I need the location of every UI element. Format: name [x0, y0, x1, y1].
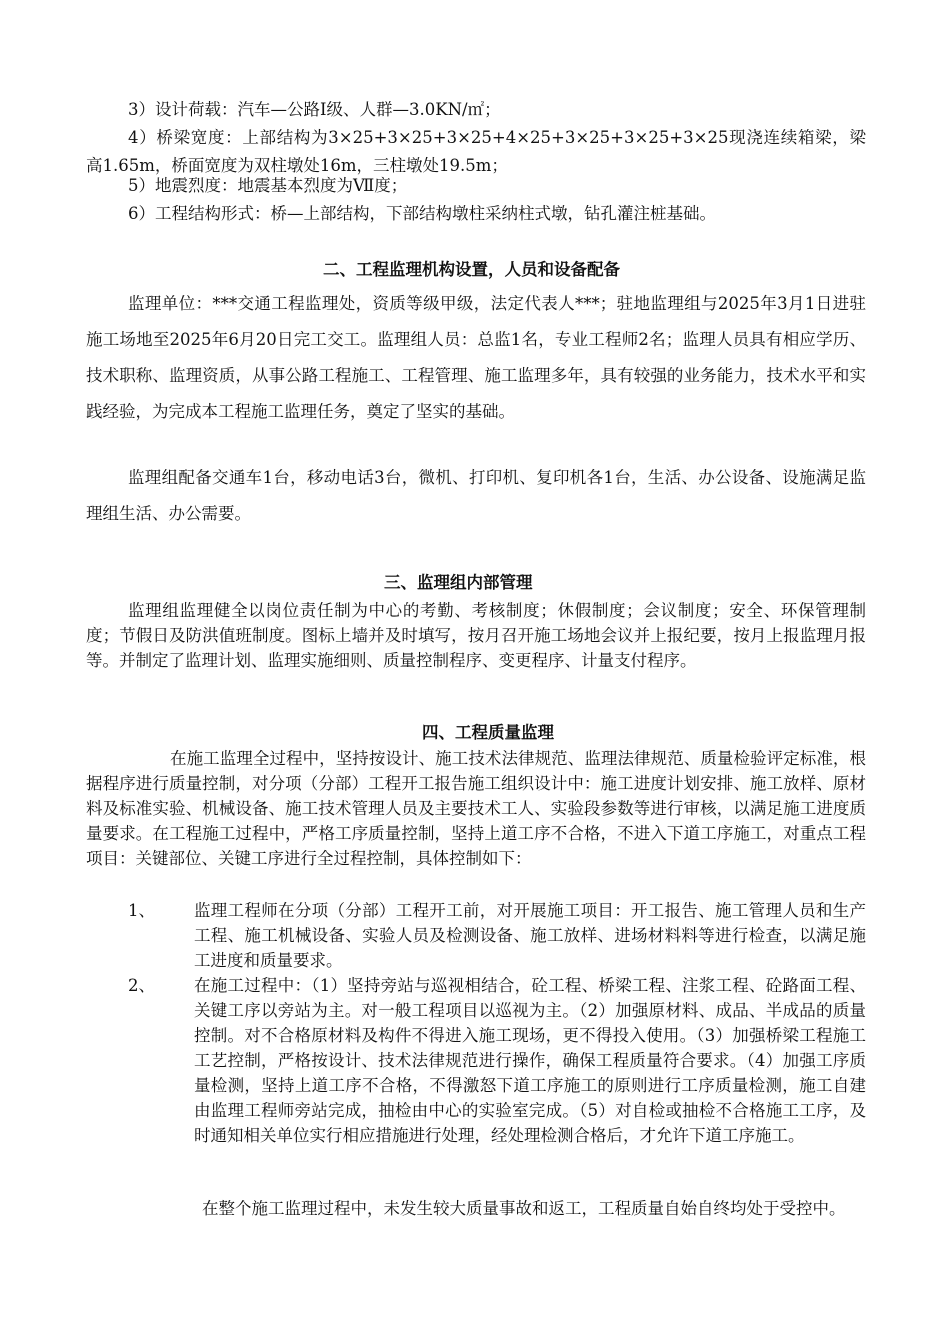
item-structure: 6）工程结构形式：桥—上部结构，下部结构墩柱采纳柱式墩，钻孔灌注桩基础。	[128, 204, 716, 223]
list-number-2: 2、	[128, 976, 155, 995]
list-number-1: 1、	[128, 901, 155, 920]
item-seismic: 5）地震烈度：地震基本烈度为Ⅶ度；	[128, 176, 408, 195]
section-2-paragraph-1: 监理单位：***交通工程监理处，资质等级甲级，法定代表人***；驻地监理组与2025年3月1日进驻施工场地至2025年6月20日完工交工。监理组人员：总监1名，专业工程师2名；监理人员具有相应学历、技术职称、监理资质，从事公路工程施工、工程管理、施工监理多年，具有较强的业务能力，技术水平和实践经验，为完成本工程施工监理任务，奠定了坚实的基础。	[86, 294, 866, 421]
section-4-intro: 在施工监理全过程中，坚持按设计、施工技术法律规范、监理法律规范、质量检验评定标准，根据程序进行质量控制，对分项（分部）工程开工报告施工组织设计中：施工进度计划安排、施工放样、原材料及标准实验、机械设备、施工技术管理人员及主要技术工人、实验段参数等进行审核，以满足施工进度质量要求。在工程施工过程中，严格工序质量控制，坚持上道工序不合格，不进入下道工序施工，对重点工程项目：关键部位、关键工序进行全过程控制，具体控制如下：	[86, 749, 866, 868]
section-4-conclusion: 在整个施工监理过程中，未发生较大质量事故和返工，工程质量自始自终均处于受控中。	[202, 1199, 846, 1218]
list-item-1: 监理工程师在分项（分部）工程开工前，对开展施工项目：开工报告、施工管理人员和生产 工程、施工机械设备、实验人员及检测设备、施工放样、进场材料料等进行检查，以满足施工进度和质量要求。	[194, 901, 866, 970]
section-heading-2: 二、工程监理机构设置，人员和设备配备	[323, 260, 620, 279]
section-heading-4: 四、工程质量监理	[422, 723, 554, 742]
item-bridge-width: 4）桥梁宽度：上部结构为3×25+3×25+3×25+4×25+3×25+3×25+3×25现浇连续箱梁，梁高1.65m，桥面宽度为双柱墩处16m，三柱墩处19.5m；	[86, 128, 866, 175]
list-item-2: 在施工过程中：（1）坚持旁站与巡视相结合，砼工程、桥梁工程、注浆工程、砼路面工程、关键工序以旁站为主。对一般工程项目以巡视为主。（2）加强原材料、成品、半成品的质量控制。对不合格原材料及构件不得进入施工现场，更不得投入使用。（3）加强桥梁工程施工工艺控制，严格按设计、技术法律规范进行操作，确保工程质量符合要求。（4）加强工序质量检测，坚持上道工序不合格，不得激怒下道工序施工的原则进行工序质量检测，施工自建由监理工程师旁站完成，抽检由中心的实验室完成。（5）对自检或抽检不合格施工工序，及时通知相关单位实行相应措施进行处理，经处理检测合格后，才允许下道工序施工。	[194, 976, 866, 1145]
item-design-load: 3）设计荷载：汽车—公路Ⅰ级、人群—3.0KN/㎡；	[128, 100, 501, 119]
section-3-paragraph: 监理组监理健全以岗位责任制为中心的考勤、考核制度；休假制度；会议制度；安全、环保管理制度；节假日及防洪值班制度。图标上墙并及时填写，按月召开施工场地会议并上报纪要，按月上报监理月报等。并制定了监理计划、监理实施细则、质量控制程序、变更程序、计量支付程序。	[86, 601, 866, 670]
section-2-paragraph-2: 监理组配备交通车1台，移动电话3台，微机、打印机、复印机各1台，生活、办公设备、设施满足监理组生活、办公需要。	[86, 468, 866, 523]
section-heading-3: 三、监理组内部管理	[384, 573, 533, 592]
